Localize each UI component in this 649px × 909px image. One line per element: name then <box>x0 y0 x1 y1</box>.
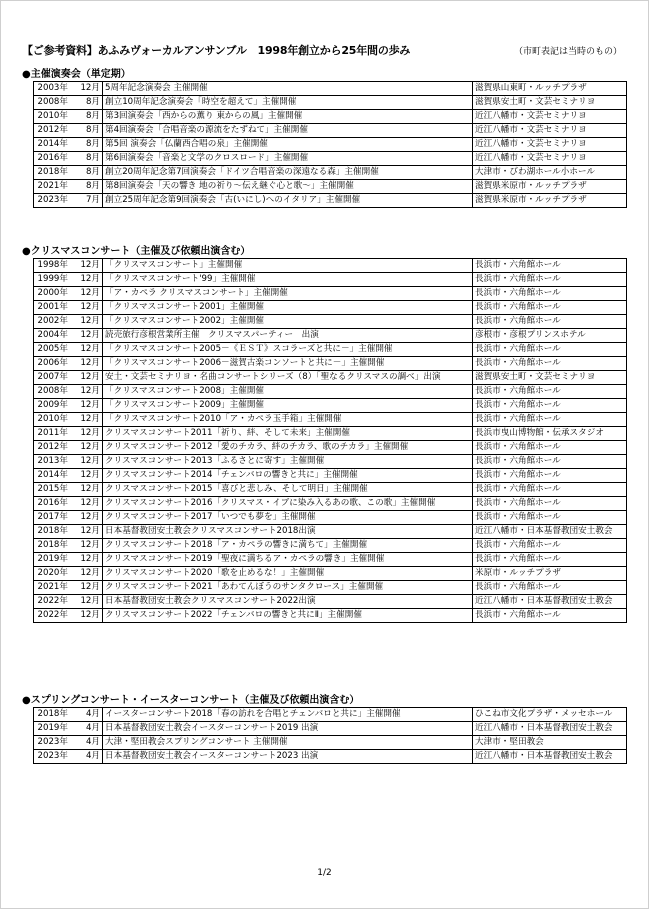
table-row <box>34 96 627 110</box>
venue-cell: 滋賀県安土町・文芸セミナリヨ <box>473 96 627 110</box>
year-cell: 2023年 <box>34 194 69 208</box>
year-cell: 2007年 <box>34 371 69 385</box>
table-row <box>34 413 627 427</box>
venue-cell: 滋賀県安土町・文芸セミナリヨ <box>473 371 627 385</box>
table-row <box>34 750 627 764</box>
table-row <box>34 722 627 736</box>
history-table <box>33 258 627 623</box>
venue-cell: 長浜市・六角館ホール <box>473 483 627 497</box>
month-cell: 12月 <box>68 82 103 96</box>
table-row <box>34 469 627 483</box>
event-cell: 第6回演奏会「音楽と文学のクロスロード」主催開催 <box>103 152 473 166</box>
month-cell: 12月 <box>68 497 103 511</box>
event-cell: クリスマスコンサート2015「喜びと悲しみ、そして明日」主催開催 <box>103 483 473 497</box>
year-cell: 2001年 <box>34 301 69 315</box>
event-cell: 「クリスマスコンサート2006－滋賀古楽コンソートと共に－」主催開催 <box>103 357 473 371</box>
event-cell: 読売旅行彦根営業所主催 クリスマスパーティー 出演 <box>103 329 473 343</box>
event-cell: 「クリスマスコンサート'99」主催開催 <box>103 273 473 287</box>
month-cell: 12月 <box>68 371 103 385</box>
table-row <box>34 427 627 441</box>
event-cell: 創立25周年記念第9回演奏会「古(いにし)へのイタリア」主催開催 <box>103 194 473 208</box>
table-row <box>34 166 627 180</box>
year-cell: 2021年 <box>34 180 69 194</box>
table-row <box>34 180 627 194</box>
venue-cell: 近江八幡市・文芸セミナリヨ <box>473 124 627 138</box>
table-row <box>34 259 627 273</box>
event-cell: クリスマスコンサート2012「愛のチカラ、絆のチカラ、歌のチカラ」主催開催 <box>103 441 473 455</box>
year-cell: 2018年 <box>34 166 69 180</box>
year-cell: 2018年 <box>34 525 69 539</box>
month-cell: 12月 <box>68 441 103 455</box>
venue-cell: 近江八幡市・日本基督教団安土教会 <box>473 750 627 764</box>
month-cell: 12月 <box>68 259 103 273</box>
year-cell: 2013年 <box>34 455 69 469</box>
year-cell: 2022年 <box>34 609 69 623</box>
year-cell: 2019年 <box>34 722 69 736</box>
venue-cell: 長浜市・六角館ホール <box>473 539 627 553</box>
year-cell: 2018年 <box>34 539 69 553</box>
event-cell: 第4回演奏会「合唱音楽の源流をたずねて」主催開催 <box>103 124 473 138</box>
month-cell: 12月 <box>68 511 103 525</box>
venue-cell: 彦根市・彦根プリンスホテル <box>473 329 627 343</box>
event-cell: 「クリスマスコンサート2001」主催開催 <box>103 301 473 315</box>
venue-cell: ひこね市文化プラザ・メッセホール <box>473 708 627 722</box>
event-cell: クリスマスコンサート2014「チェンバロの響きと共に」主催開催 <box>103 469 473 483</box>
month-cell: 12月 <box>68 273 103 287</box>
year-cell: 1999年 <box>34 273 69 287</box>
venue-cell: 近江八幡市・文芸セミナリヨ <box>473 152 627 166</box>
venue-cell: 長浜市・六角館ホール <box>473 315 627 329</box>
year-cell: 2016年 <box>34 497 69 511</box>
venue-cell: 大津市・びわ湖ホール小ホール <box>473 166 627 180</box>
venue-cell: 長浜市・六角館ホール <box>473 469 627 483</box>
document-title: 【ご参考資料】あふみヴォーカルアンサンブル 1998年創立から25年間の歩み <box>22 44 411 57</box>
month-cell: 12月 <box>68 455 103 469</box>
table-row <box>34 525 627 539</box>
event-cell: 「ア・カペラ クリスマスコンサート」主催開催 <box>103 287 473 301</box>
header-note: （市町表記は当時のもの） <box>514 47 623 57</box>
month-cell: 12月 <box>68 343 103 357</box>
venue-cell: 米原市・ルッチプラザ <box>473 567 627 581</box>
year-cell: 2023年 <box>34 736 69 750</box>
month-cell: 12月 <box>68 287 103 301</box>
month-cell: 12月 <box>68 469 103 483</box>
venue-cell: 長浜市・六角館ホール <box>473 413 627 427</box>
year-cell: 2015年 <box>34 483 69 497</box>
venue-cell: 長浜市・六角館ホール <box>473 399 627 413</box>
month-cell: 12月 <box>68 399 103 413</box>
year-cell: 2006年 <box>34 357 69 371</box>
event-cell: 「クリスマスコンサート2008」主催開催 <box>103 385 473 399</box>
month-cell: 4月 <box>68 750 103 764</box>
month-cell: 8月 <box>68 138 103 152</box>
venue-cell: 近江八幡市・日本基督教団安土教会 <box>473 595 627 609</box>
venue-cell: 長浜市・六角館ホール <box>473 357 627 371</box>
month-cell: 7月 <box>68 194 103 208</box>
venue-cell: 近江八幡市・文芸セミナリヨ <box>473 110 627 124</box>
month-cell: 12月 <box>68 609 103 623</box>
venue-cell: 長浜市・六角館ホール <box>473 609 627 623</box>
event-cell: クリスマスコンサート2013「ふるさとに寄す」主催開催 <box>103 455 473 469</box>
year-cell: 2000年 <box>34 287 69 301</box>
venue-cell: 長浜市・六角館ホール <box>473 259 627 273</box>
table-row <box>34 736 627 750</box>
year-cell: 2008年 <box>34 96 69 110</box>
venue-cell: 長浜市・六角館ホール <box>473 455 627 469</box>
month-cell: 12月 <box>68 553 103 567</box>
month-cell: 4月 <box>68 736 103 750</box>
event-cell: クリスマスコンサート2011「祈り、絆、そして未来」主催開催 <box>103 427 473 441</box>
history-table <box>33 81 627 208</box>
month-cell: 8月 <box>68 96 103 110</box>
year-cell: 2022年 <box>34 595 69 609</box>
month-cell: 12月 <box>68 539 103 553</box>
event-cell: クリスマスコンサート2017「いつでも夢を」主催開催 <box>103 511 473 525</box>
table-row <box>34 497 627 511</box>
year-cell: 2023年 <box>34 750 69 764</box>
table-row <box>34 581 627 595</box>
table-row <box>34 441 627 455</box>
history-table <box>33 707 627 764</box>
section-spring-easter-concerts <box>22 694 628 764</box>
year-cell: 2004年 <box>34 329 69 343</box>
month-cell: 8月 <box>68 180 103 194</box>
month-cell: 8月 <box>68 124 103 138</box>
venue-cell: 長浜市・六角館ホール <box>473 581 627 595</box>
venue-cell: 滋賀県米原市・ルッチプラザ <box>473 180 627 194</box>
section-title: ●スプリングコンサート・イースターコンサート（主催及び依頼出演含む） <box>22 695 360 706</box>
table-row <box>34 287 627 301</box>
event-cell: 5周年記念演奏会 主催開催 <box>103 82 473 96</box>
table-row <box>34 455 627 469</box>
event-cell: クリスマスコンサート2019「聖夜に満ちるア・カペラの響き」主催開催 <box>103 553 473 567</box>
section-title: ●主催演奏会（単定期） <box>22 69 131 80</box>
month-cell: 12月 <box>68 315 103 329</box>
month-cell: 12月 <box>68 567 103 581</box>
event-cell: 第3回演奏会「西からの薫り 東からの風」主催開催 <box>103 110 473 124</box>
venue-cell: 長浜市・六角館ホール <box>473 301 627 315</box>
year-cell: 2009年 <box>34 399 69 413</box>
venue-cell: 長浜市曳山博物館・伝承スタジオ <box>473 427 627 441</box>
year-cell: 2002年 <box>34 315 69 329</box>
event-cell: 日本基督教団安土教会クリスマスコンサート2022出演 <box>103 595 473 609</box>
event-cell: クリスマスコンサート2018「ア・カペラの響きに満ちて」主催開催 <box>103 539 473 553</box>
event-cell: 第8回演奏会「天の響き 地の祈り～伝え継ぐ心と歌～」主催開催 <box>103 180 473 194</box>
year-cell: 2020年 <box>34 567 69 581</box>
event-cell: クリスマスコンサート2020「歌を止めるな！」主催開催 <box>103 567 473 581</box>
year-cell: 2005年 <box>34 343 69 357</box>
year-cell: 2018年 <box>34 708 69 722</box>
event-cell: 大津・堅田教会スプリングコンサート 主催開催 <box>103 736 473 750</box>
month-cell: 12月 <box>68 427 103 441</box>
table-row <box>34 343 627 357</box>
year-cell: 2017年 <box>34 511 69 525</box>
venue-cell: 長浜市・六角館ホール <box>473 385 627 399</box>
year-cell: 2021年 <box>34 581 69 595</box>
month-cell: 8月 <box>68 166 103 180</box>
year-cell: 2003年 <box>34 82 69 96</box>
year-cell: 2011年 <box>34 427 69 441</box>
table-row <box>34 399 627 413</box>
table-row <box>34 539 627 553</box>
year-cell: 2012年 <box>34 441 69 455</box>
event-cell: 「クリスマスコンサート」主催開催 <box>103 259 473 273</box>
table-row <box>34 301 627 315</box>
venue-cell: 大津市・堅田教会 <box>473 736 627 750</box>
year-cell: 2010年 <box>34 413 69 427</box>
table-row <box>34 124 627 138</box>
year-cell: 1998年 <box>34 259 69 273</box>
month-cell: 12月 <box>68 301 103 315</box>
month-cell: 8月 <box>68 110 103 124</box>
event-cell: クリスマスコンサート2022「チェンバロの響きと共にⅡ」主催開催 <box>103 609 473 623</box>
venue-cell: 近江八幡市・日本基督教団安土教会 <box>473 722 627 736</box>
year-cell: 2014年 <box>34 138 69 152</box>
venue-cell: 長浜市・六角館ホール <box>473 497 627 511</box>
year-cell: 2008年 <box>34 385 69 399</box>
event-cell: 「クリスマスコンサート2009」主催開催 <box>103 399 473 413</box>
year-cell: 2010年 <box>34 110 69 124</box>
table-row <box>34 82 627 96</box>
month-cell: 4月 <box>68 722 103 736</box>
event-cell: 創立10周年記念演奏会「時空を超えて」主催開催 <box>103 96 473 110</box>
month-cell: 12月 <box>68 581 103 595</box>
event-cell: 安土・文芸セミナリヨ・名曲コンサートシリーズ（8）「聖なるクリスマスの調べ」出演 <box>103 371 473 385</box>
event-cell: 日本基督教団安土教会イースターコンサート2019 出演 <box>103 722 473 736</box>
venue-cell: 長浜市・六角館ホール <box>473 441 627 455</box>
month-cell: 8月 <box>68 152 103 166</box>
month-cell: 12月 <box>68 483 103 497</box>
year-cell: 2014年 <box>34 469 69 483</box>
event-cell: 第5回 演奏会「仏蘭西合唱の泉」主催開催 <box>103 138 473 152</box>
month-cell: 4月 <box>68 708 103 722</box>
month-cell: 12月 <box>68 329 103 343</box>
event-cell: 「クリスマスコンサート2005－《ＥＳＴ》スコラーズと共に－」主催開催 <box>103 343 473 357</box>
year-cell: 2012年 <box>34 124 69 138</box>
month-cell: 12月 <box>68 595 103 609</box>
table-row <box>34 152 627 166</box>
section-main-concerts <box>22 68 628 208</box>
event-cell: 「クリスマスコンサート2010「ア・カペラ玉手箱」主催開催 <box>103 413 473 427</box>
table-row <box>34 708 627 722</box>
table-row <box>34 567 627 581</box>
year-cell: 2016年 <box>34 152 69 166</box>
table-row <box>34 273 627 287</box>
table-row <box>34 315 627 329</box>
event-cell: 日本基督教団安土教会クリスマスコンサート2018出演 <box>103 525 473 539</box>
month-cell: 12月 <box>68 357 103 371</box>
table-row <box>34 329 627 343</box>
month-cell: 12月 <box>68 525 103 539</box>
table-row <box>34 371 627 385</box>
table-row <box>34 357 627 371</box>
event-cell: 「クリスマスコンサート2002」主催開催 <box>103 315 473 329</box>
venue-cell: 近江八幡市・日本基督教団安土教会 <box>473 525 627 539</box>
table-row <box>34 595 627 609</box>
month-cell: 12月 <box>68 385 103 399</box>
table-row <box>34 483 627 497</box>
month-cell: 12月 <box>68 413 103 427</box>
event-cell: クリスマスコンサート2016「クリスマス・イブに染み入るあの歌、この歌」主催開催 <box>103 497 473 511</box>
page-number: 1/2 <box>317 868 332 878</box>
venue-cell: 滋賀県米原市・ルッチプラザ <box>473 194 627 208</box>
table-row <box>34 385 627 399</box>
venue-cell: 滋賀県山東町・ルッチプラザ <box>473 82 627 96</box>
table-row <box>34 110 627 124</box>
venue-cell: 長浜市・六角館ホール <box>473 273 627 287</box>
event-cell: 日本基督教団安土教会イースターコンサート2023 出演 <box>103 750 473 764</box>
year-cell: 2019年 <box>34 553 69 567</box>
table-row <box>34 553 627 567</box>
venue-cell: 長浜市・六角館ホール <box>473 553 627 567</box>
section-title: ●クリスマスコンサート（主催及び依頼出演含む） <box>22 246 251 257</box>
event-cell: クリスマスコンサート2021「あわてんぼうのサンタクロース」主催開催 <box>103 581 473 595</box>
venue-cell: 長浜市・六角館ホール <box>473 343 627 357</box>
table-row <box>34 138 627 152</box>
venue-cell: 近江八幡市・文芸セミナリヨ <box>473 138 627 152</box>
venue-cell: 長浜市・六角館ホール <box>473 287 627 301</box>
table-row <box>34 511 627 525</box>
table-row <box>34 194 627 208</box>
event-cell: イースターコンサート2018「春の訪れを合唱とチェンバロと共に」主催開催 <box>103 708 473 722</box>
venue-cell: 長浜市・六角館ホール <box>473 511 627 525</box>
table-row <box>34 609 627 623</box>
section-christmas-concerts <box>22 245 628 623</box>
event-cell: 創立20周年記念第7回演奏会「ドイツ合唱音楽の深遠なる森」主催開催 <box>103 166 473 180</box>
